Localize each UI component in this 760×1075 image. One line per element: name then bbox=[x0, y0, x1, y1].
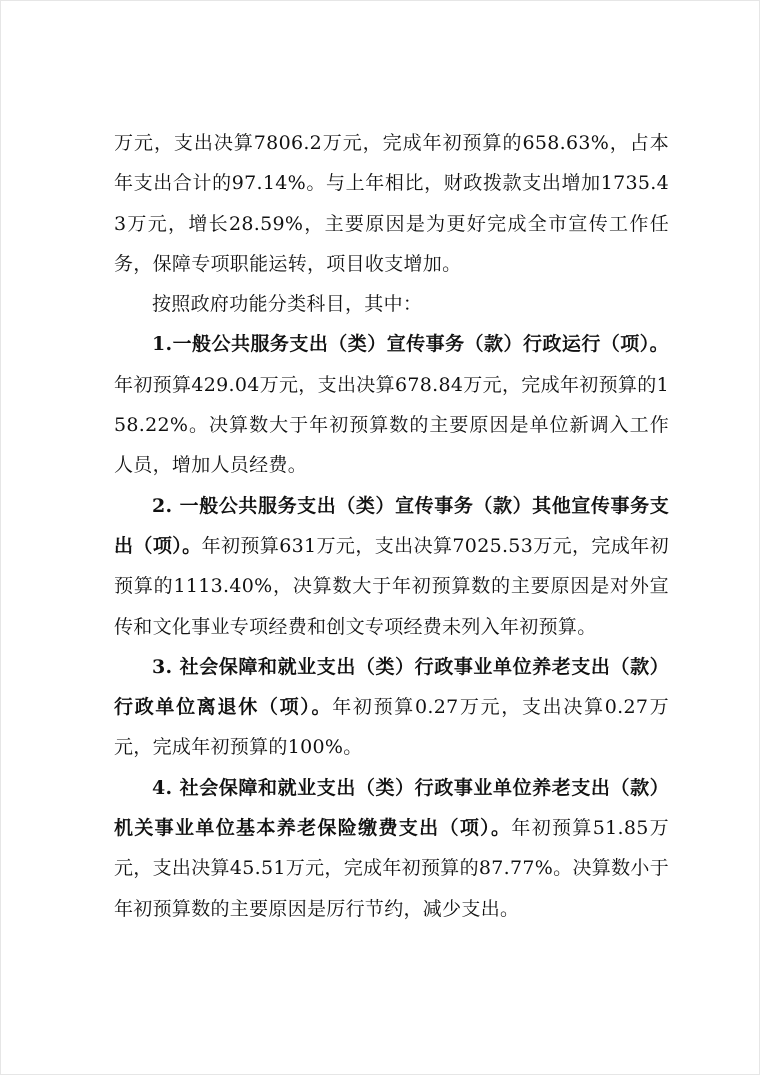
paragraph-text: 年初预算0.27万元，支出决算0.27万元，完成年初预算的100%。 bbox=[114, 696, 669, 759]
paragraph-item-1 bbox=[114, 324, 669, 485]
paragraph-text: 年初预算51.85万元，支出决算45.51万元，完成年初预算的87.77%。决算数小于年初预算数的主要原因是厉行节约，减少支出。 bbox=[114, 817, 669, 920]
paragraph-text: 万元，支出决算7806.2万元，完成年初预算的658.63%，占本年支出合计的97.14%。与上年相比，财政拨款支出增加1735.43万元，增长28.59%，主要原因是为更好完成全市宣传工作任务，保障专项职能运转，项目收支增加。 bbox=[114, 132, 669, 275]
paragraph-item-3 bbox=[114, 647, 669, 768]
paragraph-item-2 bbox=[114, 486, 669, 647]
document-body bbox=[114, 123, 669, 929]
item-heading: 1.一般公共服务支出（类）宣传事务（款）行政运行（项）。 bbox=[152, 333, 669, 356]
item-heading: 4. 社会保障和就业支出（类）行政事业单位养老支出（款）机关事业单位基本养老保险缴费支出（项）。 bbox=[114, 776, 669, 840]
paragraph-item-4 bbox=[114, 768, 669, 929]
paragraph-expenditure-summary bbox=[114, 123, 669, 284]
paragraph-text: 年初预算631万元，支出决算7025.53万元，完成年初预算的1113.40%，决算数大于年初预算数的主要原因是对外宣传和文化事业专项经费和创文专项经费未列入年初预算。 bbox=[114, 534, 669, 638]
item-heading: 3. 社会保障和就业支出（类）行政事业单位养老支出（款）行政单位离退休（项）。 bbox=[114, 655, 669, 719]
paragraph-text: 按照政府功能分类科目，其中： bbox=[152, 293, 423, 316]
paragraph-classification-intro bbox=[114, 284, 669, 324]
item-heading: 2. 一般公共服务支出（类）宣传事务（款）其他宣传事务支出（项）。 bbox=[114, 494, 669, 557]
paragraph-text: 年初预算429.04万元，支出决算678.84万元，完成年初预算的158.22%。决算数大于年初预算数的主要原因是单位新调入工作人员，增加人员经费。 bbox=[114, 373, 669, 477]
